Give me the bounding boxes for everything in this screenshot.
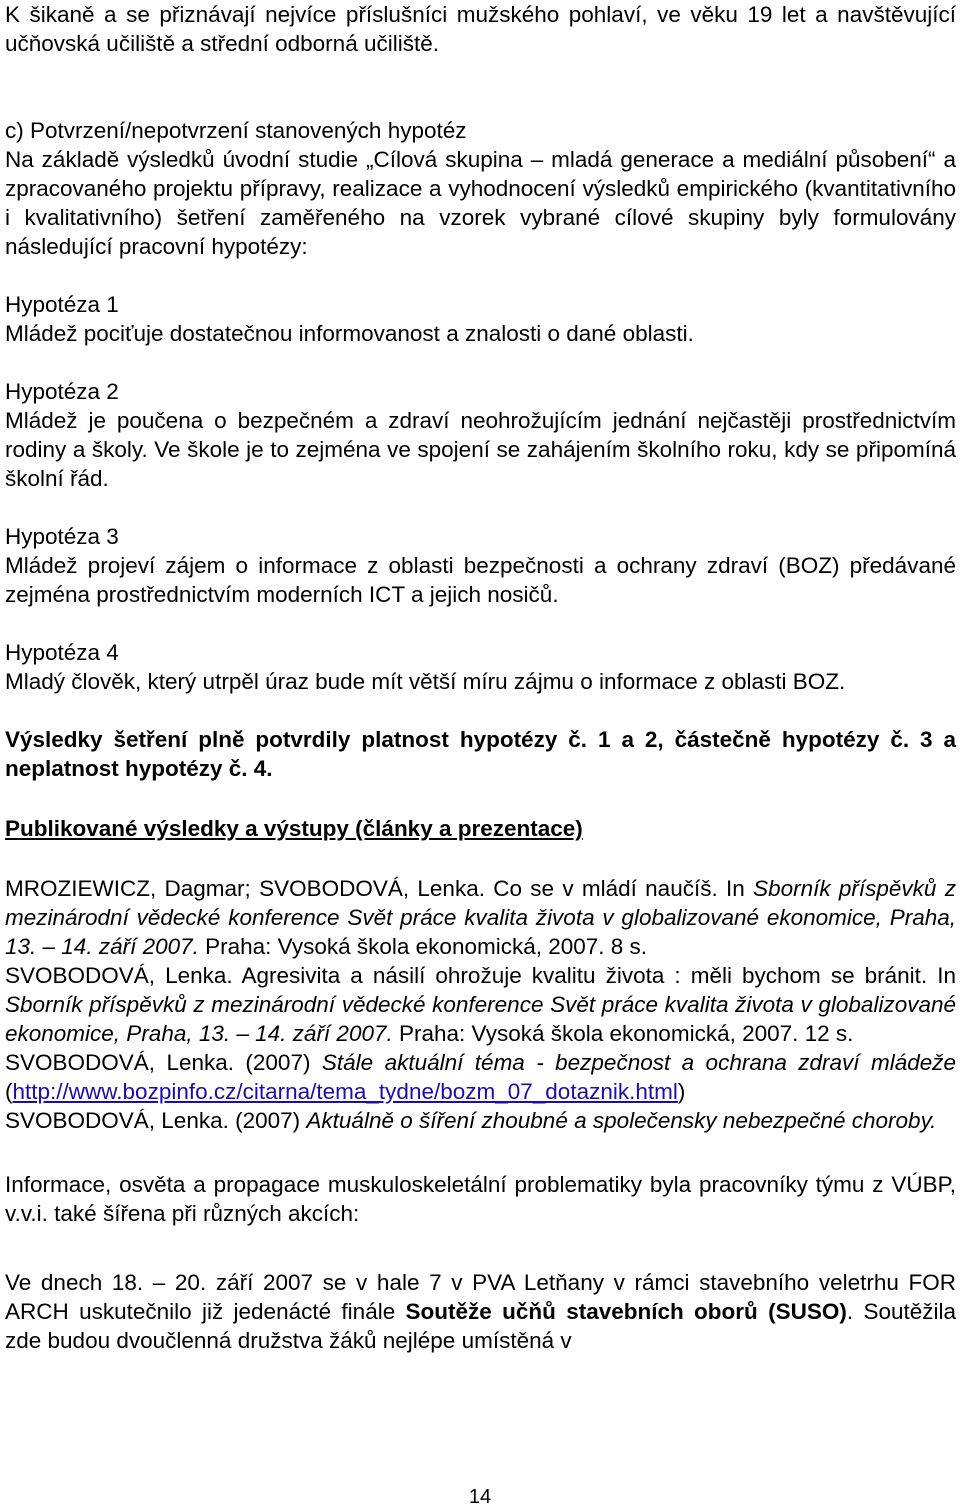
hypothesis-3-label: Hypotéza 3 (5, 524, 119, 549)
event-paragraph (5, 1268, 956, 1355)
reference-publisher: Praha: Vysoká škola ekonomická, 2007. 12 s. (392, 1021, 854, 1046)
reference-item (5, 961, 956, 1048)
reference-in: In (927, 963, 956, 988)
info-paragraph: Informace, osvěta a propagace muskuloskeletální problematiky byla pracovníky týmu z VÚBP, v.v.i. také šířena při různých akcích: (5, 1172, 956, 1226)
reference-in: In (717, 876, 754, 901)
reference-source: Sborník příspěvků z mezinárodní vědecké konference Svět práce kvalita života v globalizované ekonomice, Praha, 13. – 14. září 2007. (5, 992, 956, 1046)
reference-authors: MROZIEWICZ, Dagmar; SVOBODOVÁ, Lenka. (5, 876, 485, 901)
hypothesis-2-label: Hypotéza 2 (5, 379, 119, 404)
intro-paragraph: K šikaně a se přiznávají nejvíce příslušníci mužského pohlaví, ve věku 19 let a navštěvující učňovská učiliště a střední odborná učiliště. (5, 2, 956, 56)
reference-authors: SVOBODOVÁ, Lenka. (5, 963, 233, 988)
page-number: 14 (468, 1486, 492, 1508)
bozpinfo-link[interactable]: http://www.bozpinfo.cz/citarna/tema_tydne/bozm_07_dotaznik.html (12, 1079, 678, 1104)
reference-title: Co se v mládí naučíš. (484, 876, 718, 901)
hypothesis-1-text: Mládež pociťuje dostatečnou informovanost a znalosti o dané oblasti. (5, 321, 694, 346)
reference-title: Aktuálně o šíření zhoubné a společensky nebezpečné choroby. (306, 1108, 937, 1133)
publications-heading: Publikované výsledky a výstupy (články a prezentace) (5, 816, 583, 841)
reference-item (5, 1106, 956, 1135)
reference-item (5, 1048, 956, 1106)
reference-authors: SVOBODOVÁ, Lenka. (2007) (5, 1108, 301, 1133)
reference-publisher: Praha: Vysoká škola ekonomická, 2007. 8 s. (198, 934, 648, 959)
hypothesis-2-text: Mládež je poučena o bezpečném a zdraví neohrožujícím jednání nejčastěji prostřednictvím rodiny a školy. Ve škole je to zejména ve spojení se zahájením školního roku, kdy se připomíná školní řád. (5, 408, 956, 491)
section-c-paragraph: Na základě výsledků úvodní studie „Cílová skupina – mladá generace a mediální působení“ a zpracovaného projektu přípravy, realizace a vyhodnocení výsledků empirického (kvantitativního i kvalitativního) šetření zaměřeného na vzorek vybrané cílové skupiny byly formulovány následující pracovní hypotézy: (5, 147, 956, 259)
reference-item (5, 874, 956, 961)
hypothesis-4-text: Mladý člověk, který utrpěl úraz bude mít větší míru zájmu o informace z oblasti BOZ. (5, 669, 846, 694)
event-lead: Ve dnech 18. – 20. září 2007 se v hale 7 v PVA Letňany v rámci stavebního veletrhu FOR ARCH uskutečnilo již jedenácté finále (5, 1270, 956, 1324)
event-competition-name: Soutěže učňů stavebních oborů (SUSO) (405, 1299, 847, 1324)
link-close-paren: ) (677, 1079, 686, 1104)
link-open-paren: ( (5, 1079, 13, 1104)
results-summary: Výsledky šetření plně potvrdily platnost hypotézy č. 1 a 2, částečně hypotézy č. 3 a neplatnost hypotézy č. 4. (5, 727, 956, 781)
reference-source: Sborník příspěvků z mezinárodní vědecké konference Svět práce kvalita života v globalizované ekonomice, Praha, 13. – 14. září 2007. (5, 876, 956, 959)
hypothesis-3-text: Mládež projeví zájem o informace z oblasti bezpečnosti a ochrany zdraví (BOZ) předávané zejména prostřednictvím moderních ICT a jejich nosičů. (5, 553, 956, 607)
hypothesis-4-label: Hypotéza 4 (5, 640, 119, 665)
hypothesis-1-label: Hypotéza 1 (5, 292, 119, 317)
reference-authors: SVOBODOVÁ, Lenka. (2007) (5, 1050, 311, 1075)
reference-title: Stále aktuální téma - bezpečnost a ochrana zdraví mládeže (321, 1050, 956, 1075)
reference-title: Agresivita a násilí ohrožuje kvalitu života : měli bychom se bránit. (232, 963, 928, 988)
event-tail: . Soutěžila zde budou dvoučlenná družstva žáků nejlépe umístěná v (5, 1299, 957, 1353)
section-c-heading: c) Potvrzení/nepotvrzení stanovených hypotéz (5, 118, 467, 143)
document-page (5, 0, 956, 1355)
